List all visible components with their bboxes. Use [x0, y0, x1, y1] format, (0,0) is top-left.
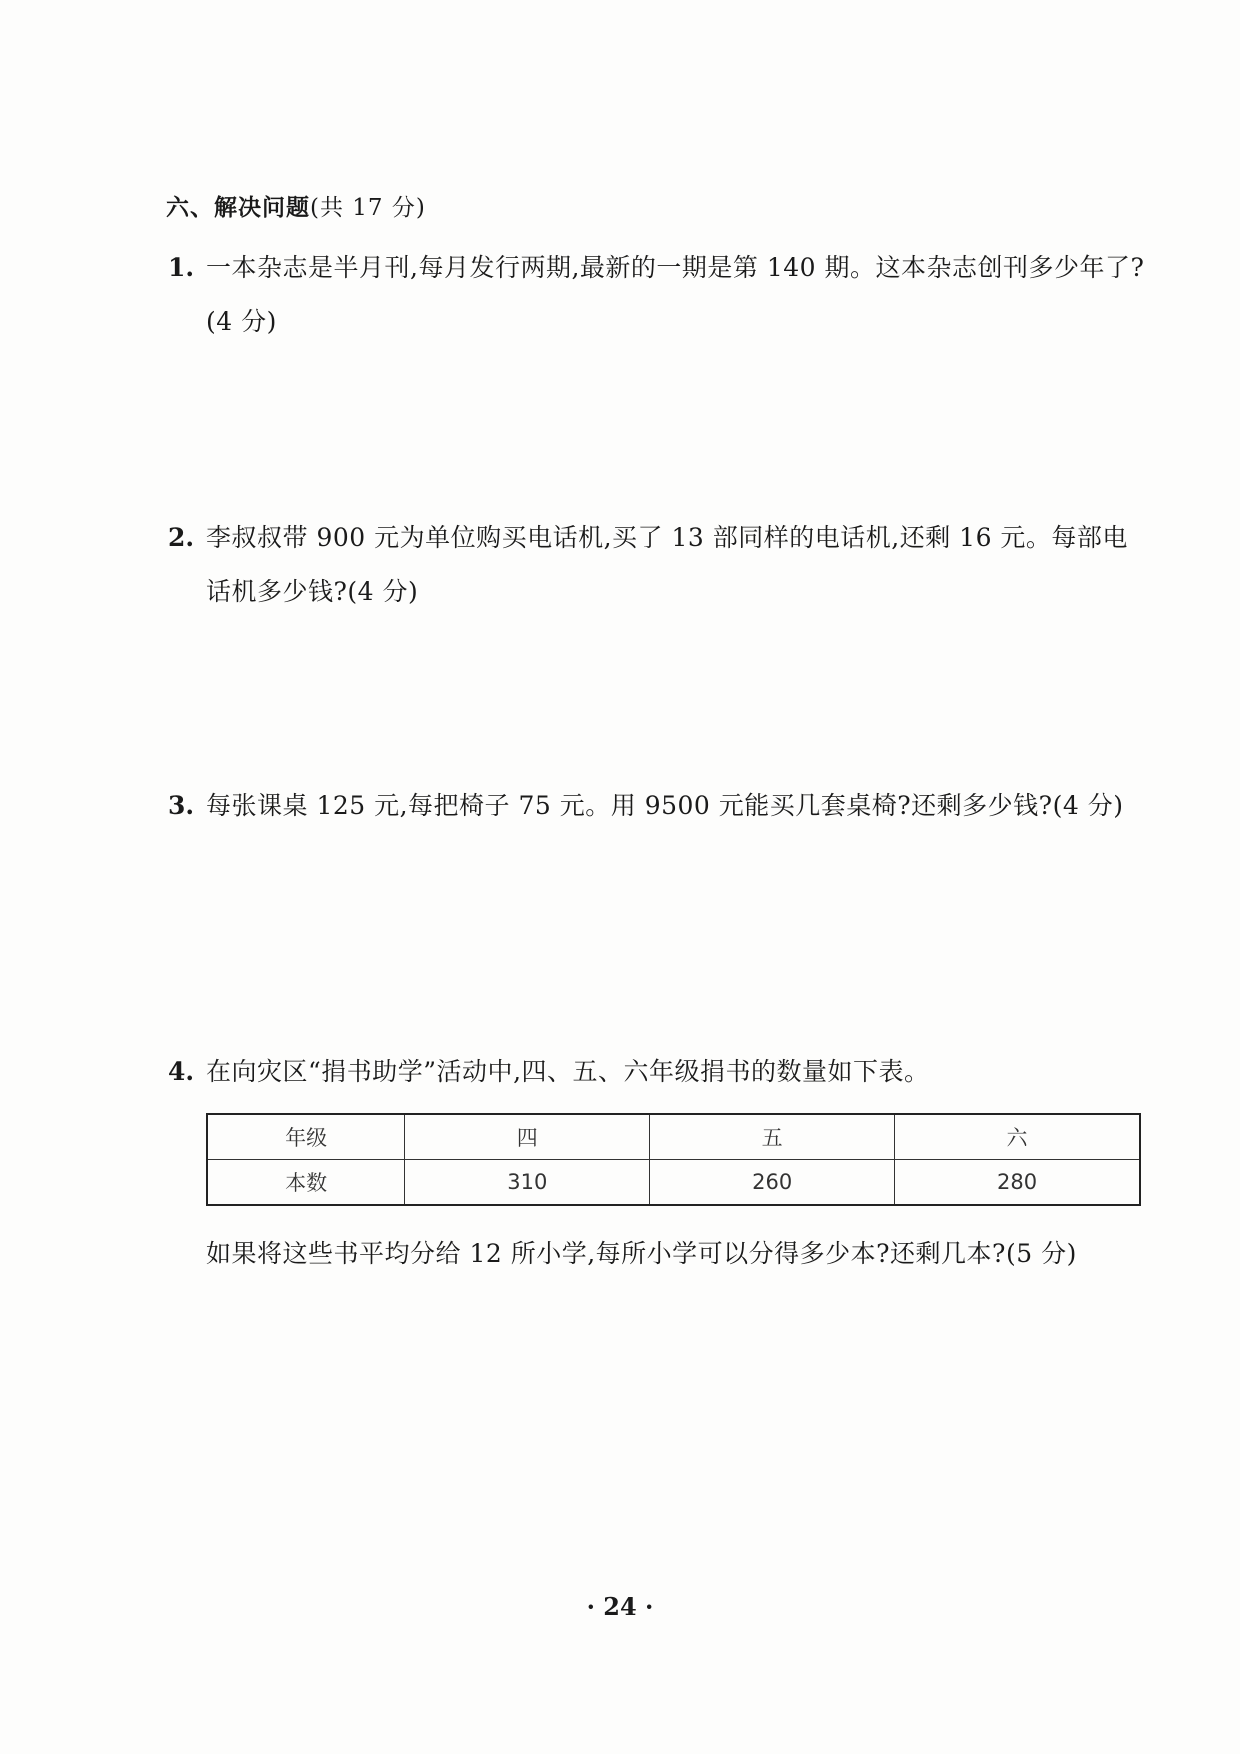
question-4	[168, 1045, 1148, 1099]
table-grade-cell: 四	[405, 1114, 650, 1160]
question-text: 每张课桌 125 元,每把椅子 75 元。用 9500 元能买几套桌椅?还剩多少钱?(4 分)	[206, 791, 1124, 820]
section-heading: 六、解决问题	[166, 195, 310, 221]
page-number: · 24 ·	[586, 1592, 654, 1621]
table-row-label: 本数	[207, 1160, 405, 1206]
question-text: 一本杂志是半月刊,每月发行两期,最新的一期是第 140 期。这本杂志创刊多少年了?(4 分)	[206, 253, 1145, 336]
table-header-row	[207, 1114, 1140, 1160]
question-2	[168, 511, 1148, 619]
question-4-follow-up: 如果将这些书平均分给 12 所小学,每所小学可以分得多少本?还剩几本?(5 分)	[206, 1239, 1077, 1268]
question-3	[168, 779, 1148, 833]
table-grade-cell: 六	[895, 1114, 1140, 1160]
section-score: (共 17 分)	[310, 195, 426, 221]
table-count-cell: 310	[405, 1160, 650, 1206]
question-1	[168, 241, 1148, 349]
question-text: 李叔叔带 900 元为单位购买电话机,买了 13 部同样的电话机,还剩 16 元。每部电话机多少钱?(4 分)	[206, 523, 1128, 606]
table-header-label: 年级	[207, 1114, 405, 1160]
table-row	[207, 1160, 1140, 1206]
question-number: 1.	[168, 253, 195, 282]
table-count-cell: 280	[895, 1160, 1140, 1206]
section-title	[166, 189, 426, 222]
question-number: 4.	[168, 1057, 195, 1086]
question-number: 2.	[168, 523, 195, 552]
question-text: 在向灾区“捐书助学”活动中,四、五、六年级捐书的数量如下表。	[206, 1057, 930, 1086]
donation-table	[206, 1113, 1141, 1206]
table-count-cell: 260	[650, 1160, 895, 1206]
question-number: 3.	[168, 791, 195, 820]
table-grade-cell: 五	[650, 1114, 895, 1160]
